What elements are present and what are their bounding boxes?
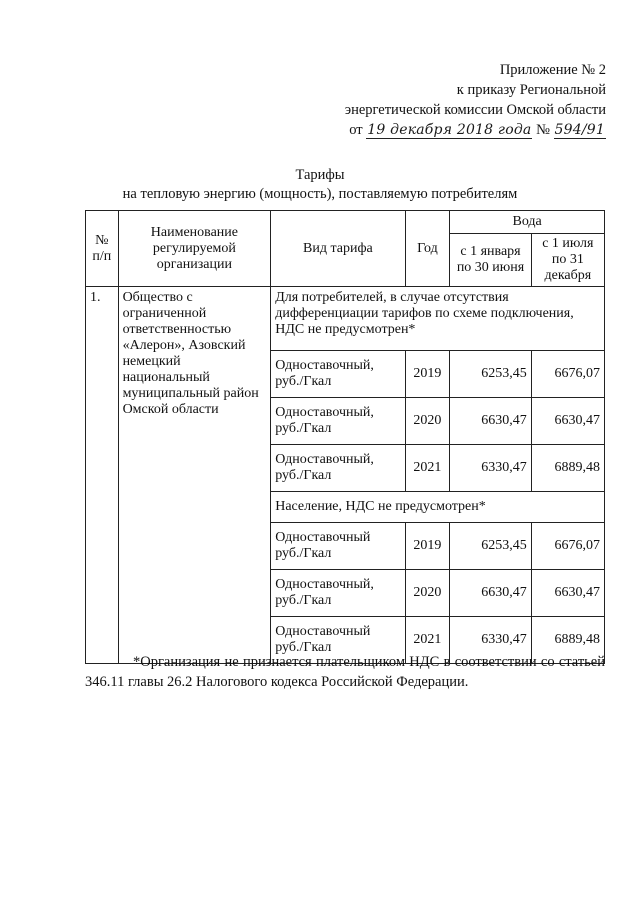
- tariff-type: Одноставочный, руб./Гкал: [271, 570, 405, 617]
- tariff-table: [85, 210, 605, 664]
- tariff-value-h2: 6889,48: [531, 445, 604, 492]
- header-period-1: с 1 января по 30 июня: [450, 234, 531, 287]
- tariff-value-h1: 6253,45: [450, 523, 531, 570]
- tariff-value-h1: 6330,47: [450, 445, 531, 492]
- tariff-type: Одноставочный руб./Гкал: [271, 617, 405, 664]
- tariff-value-h2: 6630,47: [531, 570, 604, 617]
- tariff-value-h1: 6630,47: [450, 398, 531, 445]
- tariff-value-h1: 6253,45: [450, 351, 531, 398]
- tariff-year: 2021: [405, 445, 450, 492]
- document-title: [40, 166, 600, 204]
- tariff-year: 2021: [405, 617, 450, 664]
- tariff-value-h1: 6630,47: [450, 570, 531, 617]
- group-label-consumers: Для потребителей, в случае отсутствия дифференциации тарифов по схеме подключения, НДС не предусмотрен*: [271, 287, 605, 351]
- tariff-year: 2019: [405, 523, 450, 570]
- appendix-line-2: к приказу Региональной: [456, 82, 606, 98]
- row-number: 1.: [86, 287, 119, 664]
- header-type: Вид тарифа: [271, 211, 405, 287]
- tariff-type: Одноставочный, руб./Гкал: [271, 398, 405, 445]
- appendix-line-1: Приложение № 2: [499, 62, 606, 78]
- header-year: Год: [405, 211, 450, 287]
- tariff-value-h2: 6630,47: [531, 398, 604, 445]
- header-period-2: с 1 июля по 31 декабря: [531, 234, 604, 287]
- header-num: № п/п: [86, 211, 119, 287]
- header-org: Наименование регулируемой организации: [118, 211, 271, 287]
- appendix-block: [286, 60, 606, 140]
- header-water: Вода: [450, 211, 605, 234]
- handwritten-date: 19 декабря 2018 года: [367, 122, 532, 138]
- tariff-type: Одноставочный руб./Гкал: [271, 523, 405, 570]
- appendix-date-line: [286, 120, 606, 140]
- title-line-1: Тарифы: [295, 167, 345, 183]
- tariff-year: 2019: [405, 351, 450, 398]
- tariff-type: Одноставочный, руб./Гкал: [271, 445, 405, 492]
- tariff-value-h2: 6676,07: [531, 351, 604, 398]
- tariff-value-h2: 6889,48: [531, 617, 604, 664]
- footnote: *Организация не признается плательщиком НДС в соответствии со статьей 346.11 главы 26.2 Налогового кодекса Российской Федерации.: [85, 654, 605, 690]
- date-prefix: от: [349, 122, 363, 138]
- tariff-type: Одноставочный, руб./Гкал: [271, 351, 405, 398]
- tariff-value-h1: 6330,47: [450, 617, 531, 664]
- title-line-2: на тепловую энергию (мощность), поставляемую потребителям: [122, 186, 518, 202]
- tariff-year: 2020: [405, 570, 450, 617]
- tariff-value-h2: 6676,07: [531, 523, 604, 570]
- number-prefix: №: [536, 122, 550, 138]
- organization-name: Общество с ограниченной ответственностью «Алерон», Азовский немецкий национальный муниципальный район Омской области: [118, 287, 271, 664]
- appendix-line-3: энергетической комиссии Омской области: [344, 102, 606, 118]
- group-label-population: Население, НДС не предусмотрен*: [271, 492, 605, 523]
- handwritten-number: 594/91: [554, 122, 605, 138]
- tariff-year: 2020: [405, 398, 450, 445]
